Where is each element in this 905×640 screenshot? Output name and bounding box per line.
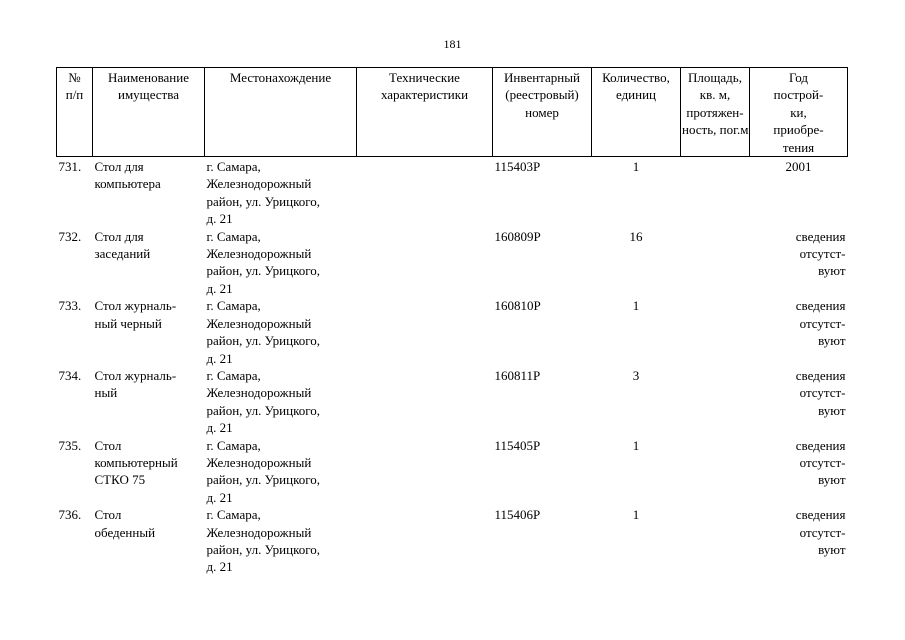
area (681, 367, 750, 437)
table-row (57, 157, 848, 228)
technical-characteristics (357, 157, 493, 228)
table-body (57, 157, 848, 576)
table-header (57, 68, 848, 157)
technical-characteristics (357, 437, 493, 507)
table-row (57, 367, 848, 437)
inventory-number: 115406Р (494, 507, 541, 523)
technical-characteristics (357, 506, 493, 576)
property-name: Стол для компьютера (94, 159, 161, 192)
quantity: 1 (632, 507, 640, 523)
area (681, 228, 750, 298)
inventory-number: 160811Р (494, 367, 541, 383)
header-inventory-number: Инвентарный (реестровый) номер (493, 68, 592, 157)
technical-characteristics (357, 367, 493, 437)
property-location: г. Самара, Железнодорожный район, ул. Урицкого, д. 21 (206, 159, 320, 227)
header-quantity: Количество, единиц (592, 68, 681, 157)
quantity: 3 (632, 367, 640, 383)
row-number: 732. (58, 228, 82, 244)
year: 2001 (785, 159, 812, 175)
header-number: № п/п (57, 68, 93, 157)
row-number: 736. (58, 507, 82, 523)
page-number: 181 (443, 37, 462, 51)
property-location: г. Самара, Железнодорожный район, ул. Урицкого, д. 21 (206, 367, 320, 436)
table-row (57, 297, 848, 367)
header-location: Местонахождение (205, 68, 357, 157)
inventory-number: 160809Р (494, 228, 541, 244)
header-area: Площадь, кв. м, протяжен- ность, пог.м (681, 68, 750, 157)
technical-characteristics (357, 228, 493, 298)
year: сведения отсутст- вуют (795, 437, 846, 488)
header-name: Наименование имущества (93, 68, 205, 157)
property-location: г. Самара, Железнодорожный район, ул. Урицкого, д. 21 (206, 228, 320, 296)
area (681, 506, 750, 576)
year: сведения отсутст- вуют (795, 228, 846, 279)
inventory-number: 160810Р (494, 298, 541, 314)
property-name: Стол для заседаний (94, 228, 151, 262)
property-location: г. Самара, Железнодорожный район, ул. Урицкого, д. 21 (206, 507, 320, 575)
inventory-number: 115403Р (494, 159, 541, 175)
year: сведения отсутст- вуют (795, 367, 846, 418)
quantity: 1 (632, 298, 640, 314)
year: сведения отсутст- вуют (795, 507, 846, 557)
header-year: Год построй- ки, приобре- тения (750, 68, 848, 157)
year: сведения отсутст- вуют (795, 298, 846, 349)
quantity: 16 (629, 228, 643, 244)
area (681, 157, 750, 228)
property-name: Стол обеденный (94, 507, 156, 540)
row-number: 731. (58, 159, 82, 175)
quantity: 1 (632, 159, 640, 175)
property-location: г. Самара, Железнодорожный район, ул. Урицкого, д. 21 (206, 298, 320, 366)
quantity: 1 (632, 437, 640, 453)
inventory-number: 115405Р (494, 437, 541, 453)
table-row (57, 506, 848, 576)
property-name: Стол журналь- ный черный (94, 298, 177, 331)
row-number: 735. (58, 437, 82, 453)
row-number: 733. (58, 298, 82, 314)
property-name: Стол компьютерный СТКО 75 (94, 437, 178, 488)
property-location: г. Самара, Железнодорожный район, ул. Урицкого, д. 21 (206, 437, 320, 505)
header-technical-characteristics: Технические характеристики (357, 68, 493, 157)
property-registry-table (56, 67, 848, 576)
table-row (57, 437, 848, 507)
area (681, 437, 750, 507)
row-number: 734. (58, 367, 82, 383)
header-row (57, 68, 848, 157)
area (681, 297, 750, 367)
technical-characteristics (357, 297, 493, 367)
property-name: Стол журналь- ный (94, 367, 177, 401)
table-row (57, 228, 848, 298)
